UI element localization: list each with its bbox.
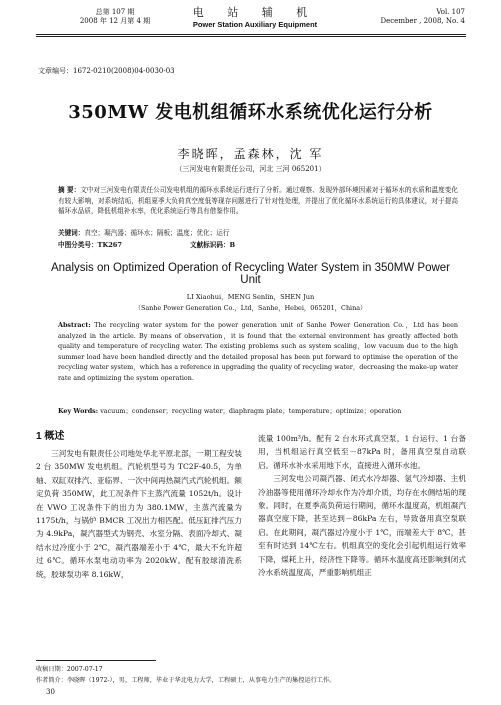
abstract-en-label: Abstract: [58,321,91,329]
footnote-received: 收稿日期：2007-07-17 [36,666,103,673]
page-number: 30 [46,688,55,696]
keywords-en-label: Key Words: [58,407,99,415]
document-code: 文献标识码：B [190,241,236,249]
authors: 李晓晖，孟森林，沈 军 [177,147,324,161]
journal-name-en: Power Station Auxiliary Equipment [192,20,318,29]
keywords-cn [58,227,229,237]
paper-title: 350MW 发电机组循环水系统优化运行分析 [68,102,433,123]
abstract-cn-label: 摘 要： [58,186,81,194]
abstract-cn [58,185,458,217]
issue-date: 2008 年 12 月第 4 期 [79,17,151,25]
body-right-paragraph-2: 三河发电公司凝汽器、闭式水冷却器、氢气冷却器、主机冷油器等使用循环冷却水作为冷却介质，均存在水侧结垢的现象。同时，在夏季高负荷运行期间，循环水温度高，机组凝汽器真空度下降，甚至达到－86kPa 左右，导致备用真空泵联启。在此期间，凝汽器过冷度小于 1℃，而端差大于 8℃，甚至有时达到 14℃左右。机组真空的变化会引起机组运行效率下降，煤耗上升，经济性下降等。循环水温度高还影响到闭式冷水系统温度高，严重影响机组正 [258,474,466,578]
header-rule-top [36,34,466,35]
authors-en: LI Xiaohui，MENG Senlin，SHEN Jun [186,293,315,301]
footnote-rule [36,660,156,661]
keywords-en [58,406,458,415]
abstract-cn-text: 文中对三河发电有限责任公司发电机组的循环水系统运行进行了分析。通过观察、发现外部环境因素对于循环水的水质和温度变化有较大影响，对系统结垢，机组夏季大负荷真空度低等现存问题进行了针对性处理，并提出了优化循环水系统运行的具体建议，对于提高循环水品质，降低机组补水率，优化系统运行等具有借鉴作用。 [58,186,458,216]
body-left-column: 三河发电有限责任公司地处华北平原北部，一期工程安装 2 台 350MW 发电机组。汽轮机型号为 TC2F-40.5，为单轴、双缸双排汽、亚临界、一次中间再热凝汽式汽轮机组。额定负荷 350MW，此工况条件下主蒸汽流量 1052t/h。设计在 VWO 工况条件下的出力为 380.1MW，主蒸汽流量为 1175t/h，与锅炉 BMCR 工况出力相匹配。低压缸排汽压力为 4.9kPa，凝汽器型式为钢壳、水室分隔、表面冷却式、凝结水过冷度小于 2℃，凝汽器端差小于 4℃，最大不允许超过 6℃。循环水泵电动功率为 2020kW。配有胶球清洗系统，胶球泵功率 8.16kW， [36,449,242,579]
issue-number: 总第 107 期 [95,8,135,16]
keywords-cn-label: 关键词： [58,229,85,237]
volume-date: December , 2008, No. 4 [380,17,465,25]
paper-title-en: Analysis on Optimized Operation of Recycling Water System in 350MW Power Unit [50,262,451,286]
header-volume [335,8,465,26]
affiliation-en: （Sanhe Power Generation Co.，Ltd，Sanhe，Hebei，065201，China） [134,304,367,312]
abstract-en-text: The recycling water system for the power generation unit of Sanhe Power Generation Co.，Ltd has been analyzed in the article. By means of observation，it is found that the external environment has greatly affected both quality and temperature of recycling water. The existing problems such as system scaling，low vacuum due to the high summer load have been handled directly and the detailed proposal has been put forward to optimise the operation of the recycling water system，which has a reference in upgrading the quality of recycling water，decreasing the make-up water rate and optimizing the system operation. [58,321,458,382]
body-right-paragraph-1: 流量 100m³/h。配有 2 台水环式真空泵，1 台运行、1 台备用，当机组运行真空低至－87kPa 时，备用真空泵自动联启。循环水补水采用地下水，直接进入循环水池。 [258,434,466,470]
header-rule-bottom [36,36,466,37]
volume: Vol. 107 [436,8,465,16]
footnote-author-bio: 作者简介：李晓晖（1972-），男，工程师，毕业于华北电力大学，工程硕士，从事电力生产的集控运行工作。 [36,677,336,684]
section-heading: 1 概述 [36,431,65,442]
article-number: 文章编号：1672-0210(2008)04-0030-03 [38,67,175,75]
abstract-en [58,320,458,384]
affiliation: （三河发电有限责任公司，河北 三河 065201） [175,165,326,173]
classification-number: 中图分类号：TK267 [58,241,122,249]
journal-header [170,6,340,30]
header-issue [60,8,170,26]
keywords-cn-text: 真空；凝汽器；循环水；隔板；温度；优化；运行 [84,229,230,237]
body-right-column [258,432,466,579]
keywords-en-text: vacuum；condenser；recycling water；diaphragm plate；temperature；optimize；operation [100,407,402,415]
journal-name-cn: 电 站 辅 机 [192,6,318,19]
